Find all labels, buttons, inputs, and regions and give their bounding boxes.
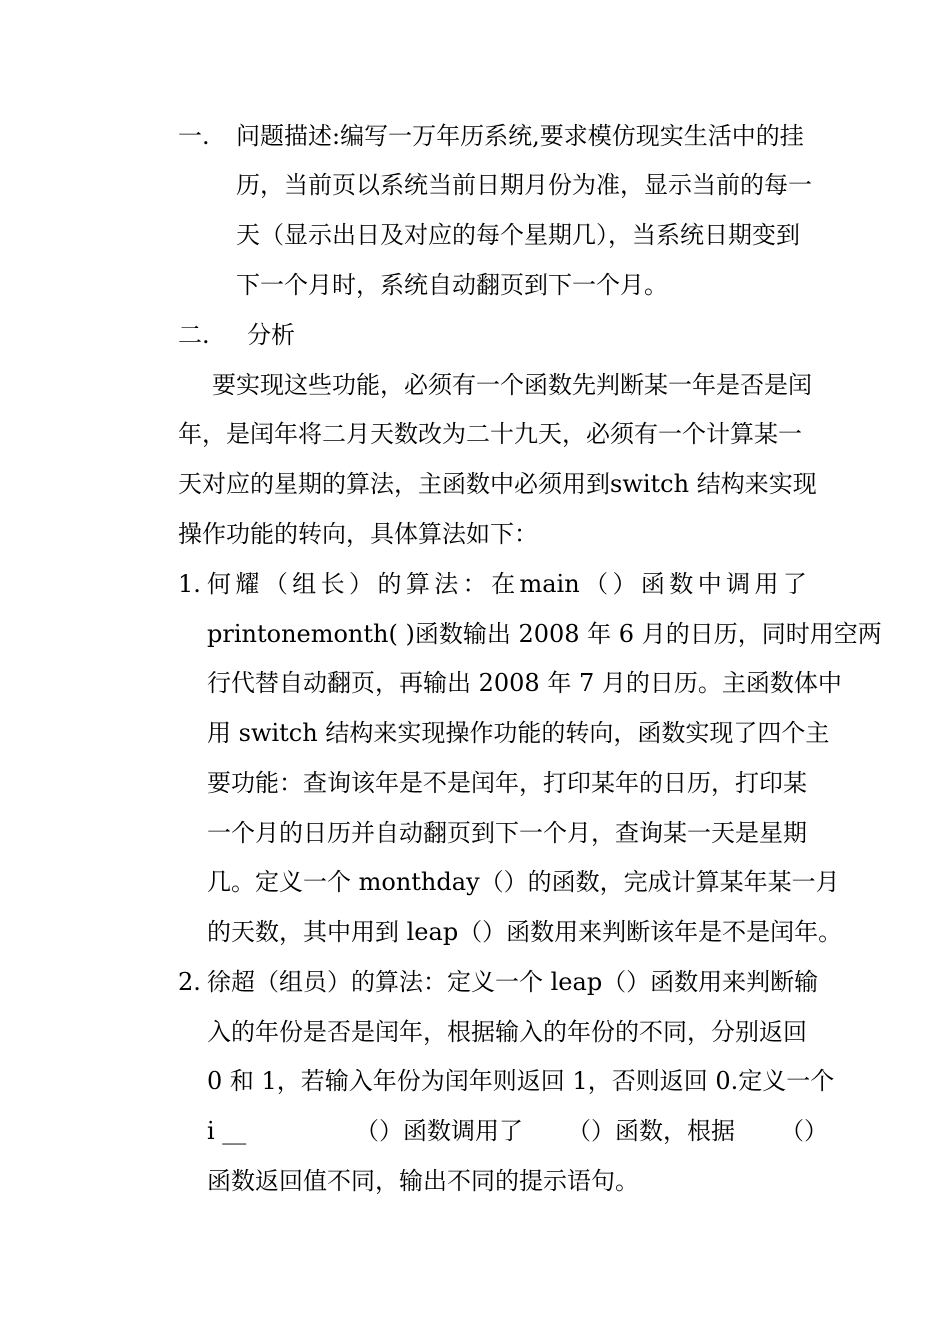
item-1-line-7: 几。定义一个 monthday（）的函数，完成计算某年某一月 (207, 868, 840, 896)
item-1-line-8: 的天数，其中用到 leap（）函数用来判断该年是不是闰年。 (207, 918, 843, 946)
item-1-char: 用 (754, 570, 779, 598)
item-1-char: （ (584, 570, 609, 598)
section-1-line-2: 历，当前页以系统当前日期月份为准，显示当前的每一 (236, 171, 812, 199)
item-1-char: 了 (782, 570, 807, 598)
section-1-line-4: 下一个月时，系统自动翻页到下一个月。 (236, 271, 668, 299)
item-1-line-6: 一个月的日历并自动翻页到下一个月，查询某一天是星期 (207, 819, 807, 847)
item-1-line-2: printonemonth( )函数输出 2008 年 6 月的日历，同时用空两 (207, 620, 882, 648)
item-1-char: 调 (726, 570, 751, 598)
item-1-char: 数 (669, 570, 694, 598)
item-1-char: ） (612, 570, 637, 598)
item-2-line-1: 徐超（组员）的算法：定义一个 leap（）函数用来判断输 (207, 968, 819, 996)
item-1-char: 的 (377, 570, 402, 598)
item-1-char: 长 (320, 570, 345, 598)
item-2-broken-part-4: （） (780, 1117, 828, 1145)
item-1-line-1 (207, 569, 807, 599)
item-2-broken-part-3: （）函数，根据 (567, 1117, 735, 1145)
item-1-char: 算 (405, 570, 430, 598)
item-2-last-line: 函数返回值不同，输出不同的提示语句。 (207, 1167, 639, 1195)
item-2-marker: 2. (178, 968, 201, 996)
item-2-line-2: 入的年份是否是闰年，根据输入的年份的不同，分别返回 (207, 1018, 807, 1046)
item-1-char: ） (349, 570, 374, 598)
item-1-marker: 1. (178, 570, 201, 598)
item-1-char: main (519, 570, 580, 598)
item-1-char: （ (263, 570, 288, 598)
item-1-char: 组 (292, 570, 317, 598)
item-1-char: 中 (697, 570, 722, 598)
section-2-line-4: 操作功能的转向，具体算法如下： (178, 520, 538, 548)
item-1-line-5: 要功能：查询该年是不是闰年，打印某年的日历，打印某 (207, 769, 807, 797)
item-1-char: 何 (207, 570, 231, 598)
item-1-char: ： (462, 570, 487, 598)
section-2-line-2: 年，是闰年将二月天数改为二十九天，必须有一个计算某一 (178, 420, 802, 448)
section-2-line-3: 天对应的星期的算法，主函数中必须用到switch 结构来实现 (178, 470, 817, 498)
section-1-marker: 一. (178, 122, 210, 150)
item-1-line-3: 行代替自动翻页，再输出 2008 年 7 月的日历。主函数体中 (207, 669, 842, 697)
section-2-marker: 二. (178, 321, 210, 349)
item-2-line-3: 0 和 1，若输入年份为闰年则返回 1，否则返回 0.定义一个 (207, 1067, 835, 1095)
item-2-broken-part-1: i __ (207, 1117, 247, 1145)
item-1-char: 耀 (235, 570, 260, 598)
item-1-line-4: 用 switch 结构来实现操作功能的转向，函数实现了四个主 (207, 719, 830, 747)
item-1-char: 在 (491, 570, 516, 598)
section-2-title: 分析 (247, 321, 295, 349)
section-2-line-1: 要实现这些功能，必须有一个函数先判断某一年是否是闰 (212, 371, 812, 399)
item-2-broken-part-2: （）函数调用了 (355, 1117, 523, 1145)
section-1-line-3: 天（显示出日及对应的每个星期几），当系统日期变到 (236, 221, 800, 249)
item-1-char: 法 (434, 570, 459, 598)
item-1-char: 函 (640, 570, 665, 598)
section-1-line-1: 问题描述:编写一万年历系统,要求模仿现实生活中的挂 (236, 122, 804, 150)
